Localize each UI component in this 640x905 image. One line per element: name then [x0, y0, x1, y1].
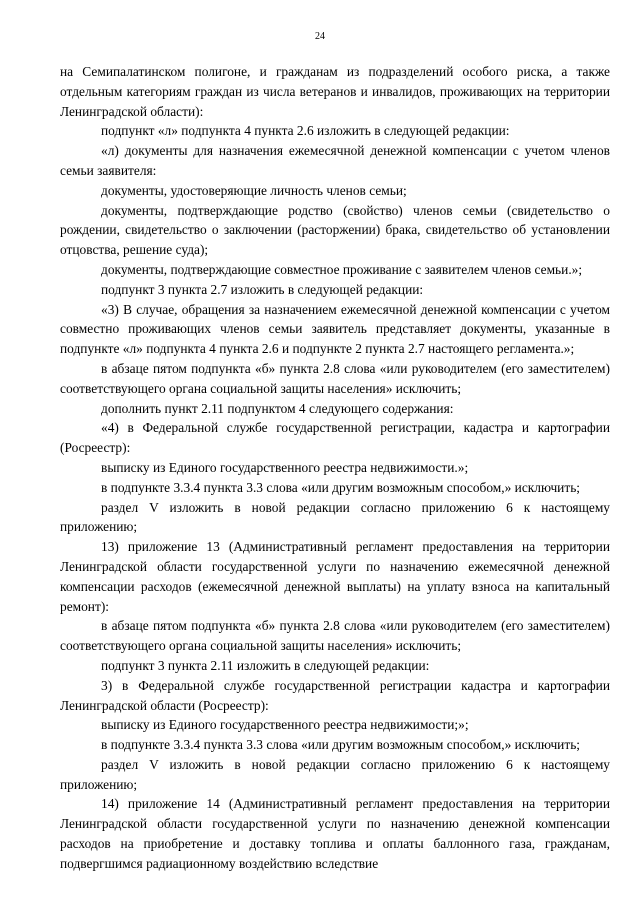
paragraph: документы, подтверждающие совместное проживание с заявителем членов семьи.»;	[101, 261, 583, 277]
paragraph: раздел V изложить в новой редакции согласно приложению 6 к настоящему приложению;	[60, 756, 610, 792]
paragraph: выписку из Единого государственного реестра недвижимости;»;	[101, 717, 469, 733]
paragraph: в подпункте 3.3.4 пункта 3.3 слова «или другим возможным способом,» исключить;	[101, 737, 581, 753]
paragraph: в абзаце пятом подпункта «б» пункта 2.8 слова «или руководителем (его заместителем) соответствующего органа социальной защиты населения» исключить;	[60, 618, 610, 654]
paragraph: раздел V изложить в новой редакции согласно приложению 6 к настоящему приложению;	[60, 499, 610, 535]
paragraph: 3) в Федеральной службе государственной регистрации кадастра и картографии Ленинградской области (Росреестр):	[60, 677, 610, 713]
paragraph: подпункт «л» подпункта 4 пункта 2.6 изложить в следующей редакции:	[101, 123, 510, 139]
paragraph: подпункт 3 пункта 2.7 изложить в следующей редакции:	[101, 281, 424, 297]
paragraph: «л) документы для назначения ежемесячной денежной компенсации с учетом членов семьи заявителя:	[60, 143, 610, 178]
paragraph: «4) в Федеральной службе государственной регистрации, кадастра и картографии (Росреестр):	[60, 420, 610, 456]
paragraph: «3) В случае, обращения за назначением ежемесячной денежной компенсации с учетом совместно проживающих членов семьи заявитель представляет документы, указанные в подпункте «л» подпункта 4 пункта 2.6 и подпункте 2 пункта 2.7 настоящего регламента.»;	[60, 301, 610, 357]
paragraph: выписку из Единого государственного реестра недвижимости.»;	[101, 459, 469, 475]
paragraph: документы, удостоверяющие личность членов семьи;	[101, 182, 407, 198]
paragraph: в абзаце пятом подпункта «б» пункта 2.8 слова «или руководителем (его заместителем) соответствующего органа социальной защиты населения» исключить;	[60, 360, 610, 396]
document-body	[60, 62, 610, 874]
paragraph: 13) приложение 13 (Административный регламент предоставления на территории Ленинградской области государственной услуги по назначению ежемесячной денежной компенсации расходов (ежемесячной денежной выплаты) на уплату взноса на капитальный ремонт):	[60, 539, 610, 614]
page-number: 24	[315, 31, 325, 42]
paragraph: в подпункте 3.3.4 пункта 3.3 слова «или другим возможным способом,» исключить;	[101, 479, 581, 495]
paragraph: дополнить пункт 2.11 подпунктом 4 следующего содержания:	[101, 400, 454, 416]
paragraph: на Семипалатинском полигоне, и гражданам из подразделений особого риска, а также отдельным категориям граждан из числа ветеранов и инвалидов, проживающих на территории Ленинградской области):	[60, 64, 610, 119]
paragraph: подпункт 3 пункта 2.11 изложить в следующей редакции:	[101, 657, 430, 673]
paragraph: документы, подтверждающие родство (свойство) членов семьи (свидетельство о рождении, свидетельство о заключении (расторжении) брака, свидетельство об установлении отцовства, решение суда);	[60, 202, 610, 258]
paragraph: 14) приложение 14 (Административный регламент предоставления на территории Ленинградской области государственной услуги по назначению денежной компенсации расходов на приобретение и доставку топлива и оплаты баллонного газа, гражданам, подвергшимся радиационному воздействию вследствие	[60, 796, 610, 871]
